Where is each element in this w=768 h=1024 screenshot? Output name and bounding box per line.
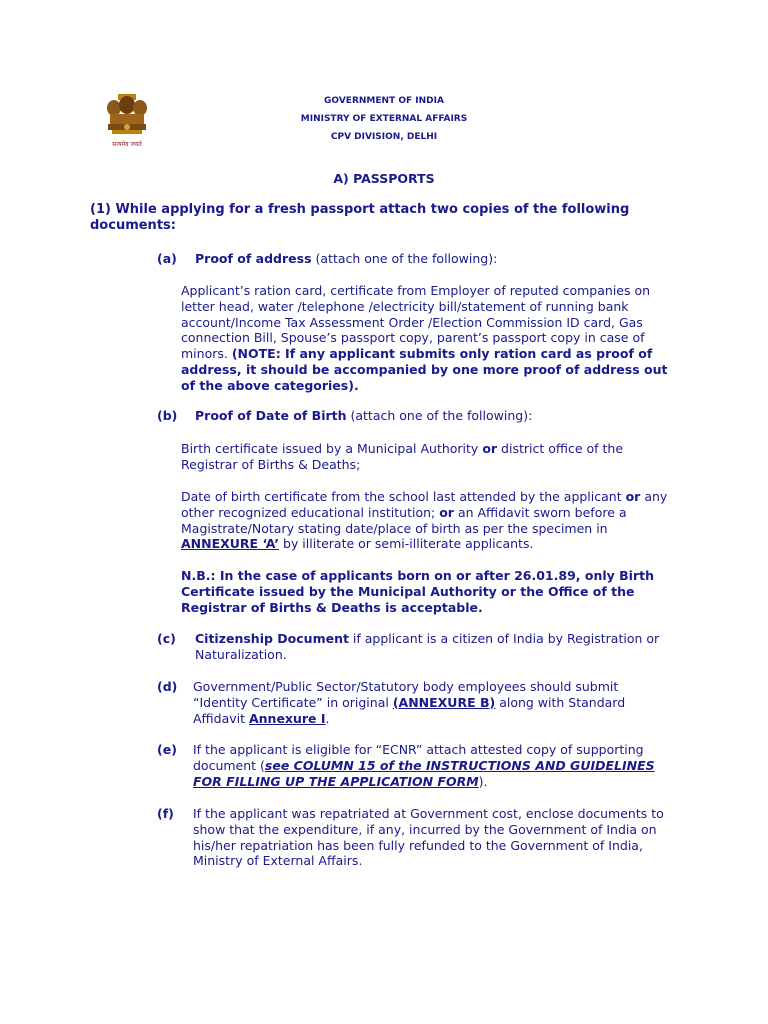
- item-b-paragraph-2: [181, 489, 675, 552]
- intro-paragraph: (1) While applying for a fresh passport attach two copies of the following documents:: [90, 202, 630, 233]
- item-d-body-mid: along with Standard Affidavit: [193, 694, 626, 726]
- header-government: GOVERNMENT OF INDIA: [324, 96, 444, 106]
- item-a-body-note: (NOTE: If any applicant submits only ration card as proof of address, it should be accompanied by one more proof of address out of the above categories).: [181, 346, 668, 393]
- item-a-note: (attach one of the following):: [311, 251, 498, 266]
- item-a-body: [181, 283, 675, 394]
- item-d-body-end: .: [325, 710, 330, 726]
- item-e-body: If the applicant is eligible for “ECNR” attach attested copy of supporting document (: [193, 742, 644, 773]
- item-f-text: If the applicant was repatriated at Government cost, enclose documents to show that the expenditure, if any, incurred by the Government of India on his/her repatriation has been fully refunded to the Government of India, Ministry of External Affairs.: [193, 806, 664, 869]
- emblem-caption: सत्यमेव जयते: [112, 141, 142, 148]
- annexure-i-link[interactable]: Annexure I: [248, 710, 326, 726]
- item-b-p2-or-1: or: [625, 489, 641, 504]
- item-b-p2-text: Date of birth certificate from the school last attended by the applicant: [181, 489, 626, 504]
- item-a-marker: (a): [157, 251, 177, 266]
- item-a-heading-line: [195, 251, 675, 267]
- item-b-heading: Proof of Date of Birth: [195, 408, 347, 423]
- item-c-body: if applicant is a citizen of India by Registration or Naturalization.: [195, 631, 660, 662]
- item-b-p1-or: or: [482, 441, 498, 456]
- item-b-p2-text-mid: any other recognized educational institution;: [181, 489, 668, 520]
- header-ministry: MINISTRY OF EXTERNAL AFFAIRS: [300, 114, 468, 124]
- item-d-text: [193, 679, 673, 726]
- item-e-marker: (e): [157, 742, 177, 757]
- section-title: A) PASSPORTS: [333, 171, 435, 186]
- item-b-marker: (b): [157, 408, 178, 423]
- item-b-paragraph-1: [181, 441, 675, 473]
- item-b-p2-text-end: by illiterate or semi-illiterate applicants.: [279, 536, 534, 552]
- item-e-text: [193, 742, 673, 789]
- item-d-body: Government/Public Sector/Statutory body employees should submit “Identity Certificate” in original: [193, 679, 619, 710]
- header-division: CPV DIVISION, DELHI: [330, 132, 438, 142]
- item-a-heading: Proof of address: [195, 251, 312, 266]
- instructions-column-15-link[interactable]: see COLUMN 15 of the INSTRUCTIONS AND GUIDELINES FOR FILLING UP THE APPLICATION FORM: [193, 757, 655, 789]
- item-c-marker: (c): [157, 631, 176, 646]
- item-b-nb: N.B.: In the case of applicants born on or after 26.01.89, only Birth Certificate issued by the Municipal Authority or the Office of the Registrar of Births & Deaths is acceptable.: [181, 568, 654, 615]
- item-b-p1-text: Birth certificate issued by a Municipal Authority: [181, 441, 483, 456]
- item-b-heading-line: [195, 408, 675, 424]
- annexure-a-link[interactable]: ANNEXURE ‘A’: [181, 536, 280, 552]
- item-d-marker: (d): [157, 679, 178, 694]
- item-c-heading: Citizenship Document: [195, 631, 349, 646]
- item-b-p1-text-end: district office of the Registrar of Births & Deaths;: [181, 441, 624, 472]
- item-f-marker: (f): [157, 806, 174, 821]
- item-b-note: (attach one of the following):: [346, 408, 533, 423]
- item-b-p2-text-more: an Affidavit sworn before a Magistrate/Notary stating date/place of birth as per the specimen in: [181, 504, 627, 536]
- annexure-b-link[interactable]: (ANNEXURE B): [392, 694, 496, 710]
- item-a-body-text: Applicant’s ration card, certificate from Employer of reputed companies on letter head, water /telephone /electricity bill/statement of running bank account/Income Tax Assessment Order /Election Commission ID card, Gas connection Bill, Spouse’s passport copy, parent’s passport copy in case of minors.: [181, 283, 651, 362]
- item-b-p2-or-2: or: [439, 504, 454, 520]
- item-e-body-end: ).: [478, 773, 488, 789]
- item-c-text: [195, 631, 675, 663]
